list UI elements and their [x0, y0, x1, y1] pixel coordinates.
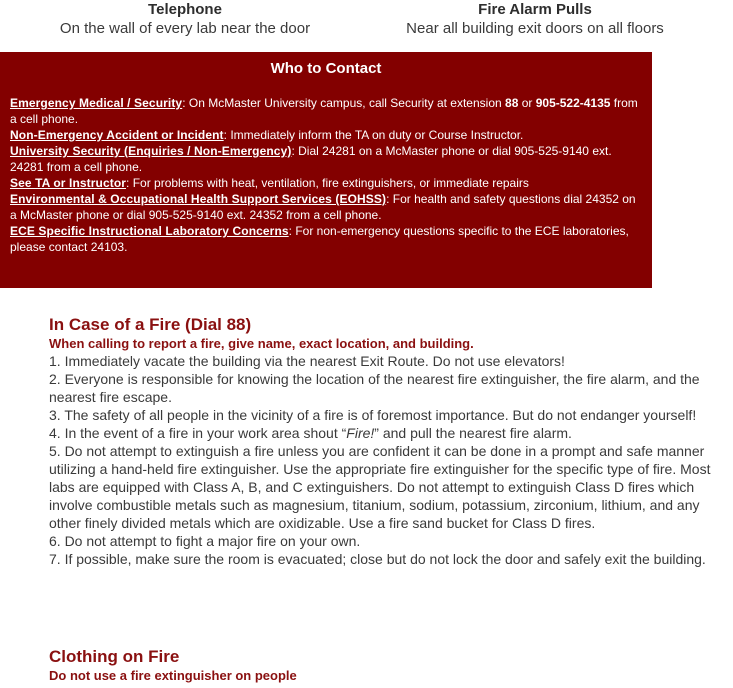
contact-item-ta: See TA or Instructor: For problems with heat, ventilation, fire extinguishers, or immediate repairs [10, 176, 529, 190]
fire-step: 4. In the event of a fire in your work area shout “Fire!” and pull the nearest fire alarm. [49, 425, 572, 441]
who-to-contact-box [0, 52, 652, 288]
contact-label: University Security (Enquiries / Non-Emergency) [10, 144, 292, 158]
fire-section [49, 314, 719, 568]
contact-item-emergency: Emergency Medical / Security: On McMaster University campus, call Security at extension 88 or 905-522-4135 from a cell phone. [10, 96, 638, 126]
fire-title: In Case of a Fire (Dial 88) [49, 315, 252, 334]
fire-shout: Fire! [346, 425, 375, 441]
fire-alarm-info [375, 1, 695, 38]
fire-steps [49, 352, 719, 568]
fire-step: 1. Immediately vacate the building via the nearest Exit Route. Do not use elevators! [49, 353, 565, 369]
fire-subtitle: When calling to report a fire, give name, exact location, and building. [49, 336, 474, 351]
contact-label: ECE Specific Instructional Laboratory Concerns [10, 224, 289, 238]
contact-label: Emergency Medical / Security [10, 96, 183, 110]
security-phone: 905-522-4135 [535, 96, 611, 110]
contact-item-eohss: Environmental & Occupational Health Support Services (EOHSS): For health and safety questions dial 24352 on a McMaster phone or dial 905-525-9140 ext. 24352 from a cell phone. [10, 192, 636, 222]
fire-alarm-desc: Near all building exit doors on all floors [406, 20, 664, 37]
contact-label: Non-Emergency Accident or Incident [10, 128, 224, 142]
telephone-info [30, 1, 340, 38]
contact-item-ece: ECE Specific Instructional Laboratory Concerns: For non-emergency questions specific to the ECE laboratories, please contact 24103. [10, 224, 629, 254]
clothing-subtitle: Do not use a fire extinguisher on people [49, 668, 297, 683]
contact-heading: Who to Contact [270, 60, 382, 77]
contact-label: See TA or Instructor [10, 176, 127, 190]
contact-item-non-emergency: Non-Emergency Accident or Incident: Immediately inform the TA on duty or Course Instructor. [10, 128, 524, 142]
clothing-section [49, 646, 719, 684]
contact-label: Environmental & Occupational Health Support Services (EOHSS) [10, 192, 387, 206]
fire-step: 3. The safety of all people in the vicinity of a fire is of foremost importance. But do not endanger yourself! [49, 407, 697, 423]
fire-step: 6. Do not attempt to fight a major fire on your own. [49, 533, 361, 549]
fire-step: 5. Do not attempt to extinguish a fire unless you are confident it can be done in a prompt and safe manner utilizing a hand-held fire extinguisher. Use the appropriate fire extinguisher for the specific type of fire. Most labs are equipped with Class A, B, and C extinguishers. Do not attempt to extinguish Class D fires which involve combustible metals such as magnesium, titanium, sodium, potassium, zirconium, lithium, and any other finely divided metals which are oxidizable. Use a fire sand bucket for Class D fires. [49, 443, 711, 531]
security-extension: 88 [505, 96, 519, 110]
telephone-desc: On the wall of every lab near the door [59, 20, 311, 37]
contact-item-university-security: University Security (Enquiries / Non-Emergency): Dial 24281 on a McMaster phone or dial 905-525-9140 ext. 24281 from a cell phone. [10, 144, 612, 174]
fire-alarm-title: Fire Alarm Pulls [478, 1, 592, 18]
fire-step: 7. If possible, make sure the room is evacuated; close but do not lock the door and safely exit the building. [49, 551, 706, 567]
clothing-title: Clothing on Fire [49, 647, 180, 666]
fire-step: 2. Everyone is responsible for knowing the location of the nearest fire extinguisher, the fire alarm, and the nearest fire escape. [49, 371, 700, 405]
telephone-title: Telephone [148, 1, 222, 18]
